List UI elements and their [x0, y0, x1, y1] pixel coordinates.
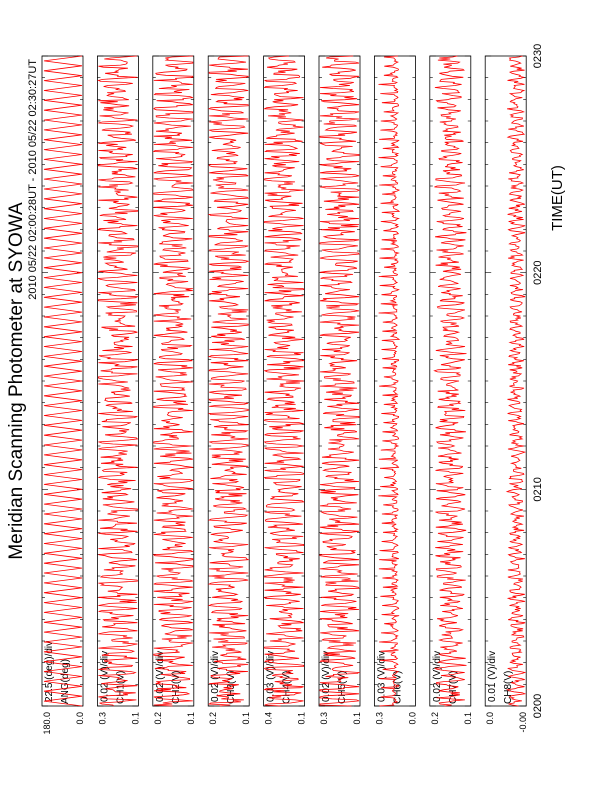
- x-tick-label: 0210: [532, 477, 545, 502]
- y-tick-label: 0.1: [352, 712, 362, 725]
- y-tick-label: -0.00: [518, 712, 529, 733]
- chart-subtitle: 2010 05/22 02:00:28UT - 2010 05/22 02:30:27UT: [27, 59, 39, 300]
- series-line-ang: [44, 56, 82, 706]
- y-tick-label: 0.3: [374, 712, 385, 725]
- channel-label-ang: ANG(deg): [60, 658, 71, 704]
- series-line-ch8: [507, 56, 525, 706]
- channel-label-ch8: CH8(V): [503, 670, 515, 704]
- panel-frame-ch5: [319, 56, 360, 706]
- scale-label: 0.02 (V)/div: [321, 650, 332, 702]
- rotated-plot: [6, 44, 566, 735]
- series-line-ch7: [431, 56, 466, 706]
- y-tick-label: 0.0: [485, 712, 496, 725]
- y-tick-label: 0.2: [429, 712, 440, 725]
- chart-title: Meridian Scanning Photometer at SYOWA: [6, 202, 27, 560]
- series-line-ch6: [378, 56, 399, 706]
- x-tick-label: 0220: [532, 260, 545, 285]
- scale-label: 0.01 (V)/div: [487, 650, 499, 702]
- y-tick-label: 0.3: [319, 712, 329, 725]
- channel-label-ch1: CH1(V): [115, 670, 127, 704]
- series-line-ch1: [98, 56, 137, 706]
- series-line-ch4: [265, 56, 304, 706]
- channel-label-ch2: CH2(V): [170, 670, 182, 704]
- scale-label: 0.03 (V)/div: [265, 650, 277, 702]
- scale-label: 0.02 (V)/div: [210, 650, 222, 702]
- y-tick-label: 180.0: [42, 712, 52, 735]
- scale-label: 0.02 (V)/div: [154, 650, 166, 702]
- y-tick-label: 0.0: [75, 712, 85, 725]
- y-tick-label: 0.1: [296, 712, 307, 725]
- y-tick-label: 0.1: [462, 712, 473, 725]
- y-tick-label: 0.3: [97, 712, 108, 725]
- series-line-ch2: [154, 56, 193, 706]
- y-tick-label: 0.1: [130, 712, 141, 725]
- series-line-ch5: [320, 56, 359, 706]
- y-tick-label: 0.0: [407, 712, 418, 725]
- x-tick-label: 0230: [532, 43, 545, 69]
- channel-label-ch6: CH6(V): [392, 670, 404, 704]
- series-line-ch3: [209, 56, 248, 706]
- y-tick-label: 0.1: [185, 712, 196, 725]
- channel-label-ch7: CH7(V): [447, 670, 459, 704]
- channel-label-ch3: CH3(V): [226, 670, 238, 704]
- scale-label: 22.5 (deg)/div: [44, 640, 55, 702]
- panel-frame-ch2: [153, 56, 194, 706]
- scale-label: 0.02 (V)/div: [431, 650, 443, 702]
- y-tick-label: 0.4: [263, 712, 274, 725]
- panel-frame-ch7: [430, 56, 471, 706]
- y-tick-label: 0.1: [241, 712, 252, 725]
- x-axis-label: TIME(UT): [549, 165, 567, 231]
- y-tick-label: 0.2: [208, 712, 219, 725]
- plot-area: [6, 44, 566, 735]
- channel-label-ch5: CH5(V): [337, 670, 348, 704]
- panel-frame-ch6: [374, 56, 415, 706]
- x-tick-label: 0200: [532, 693, 545, 719]
- scale-label: 0.02 (V)/div: [99, 650, 111, 702]
- y-tick-label: 0.2: [152, 712, 163, 725]
- scale-label: 0.03 (V)/div: [376, 650, 388, 702]
- channel-label-ch4: CH4(V): [281, 670, 293, 704]
